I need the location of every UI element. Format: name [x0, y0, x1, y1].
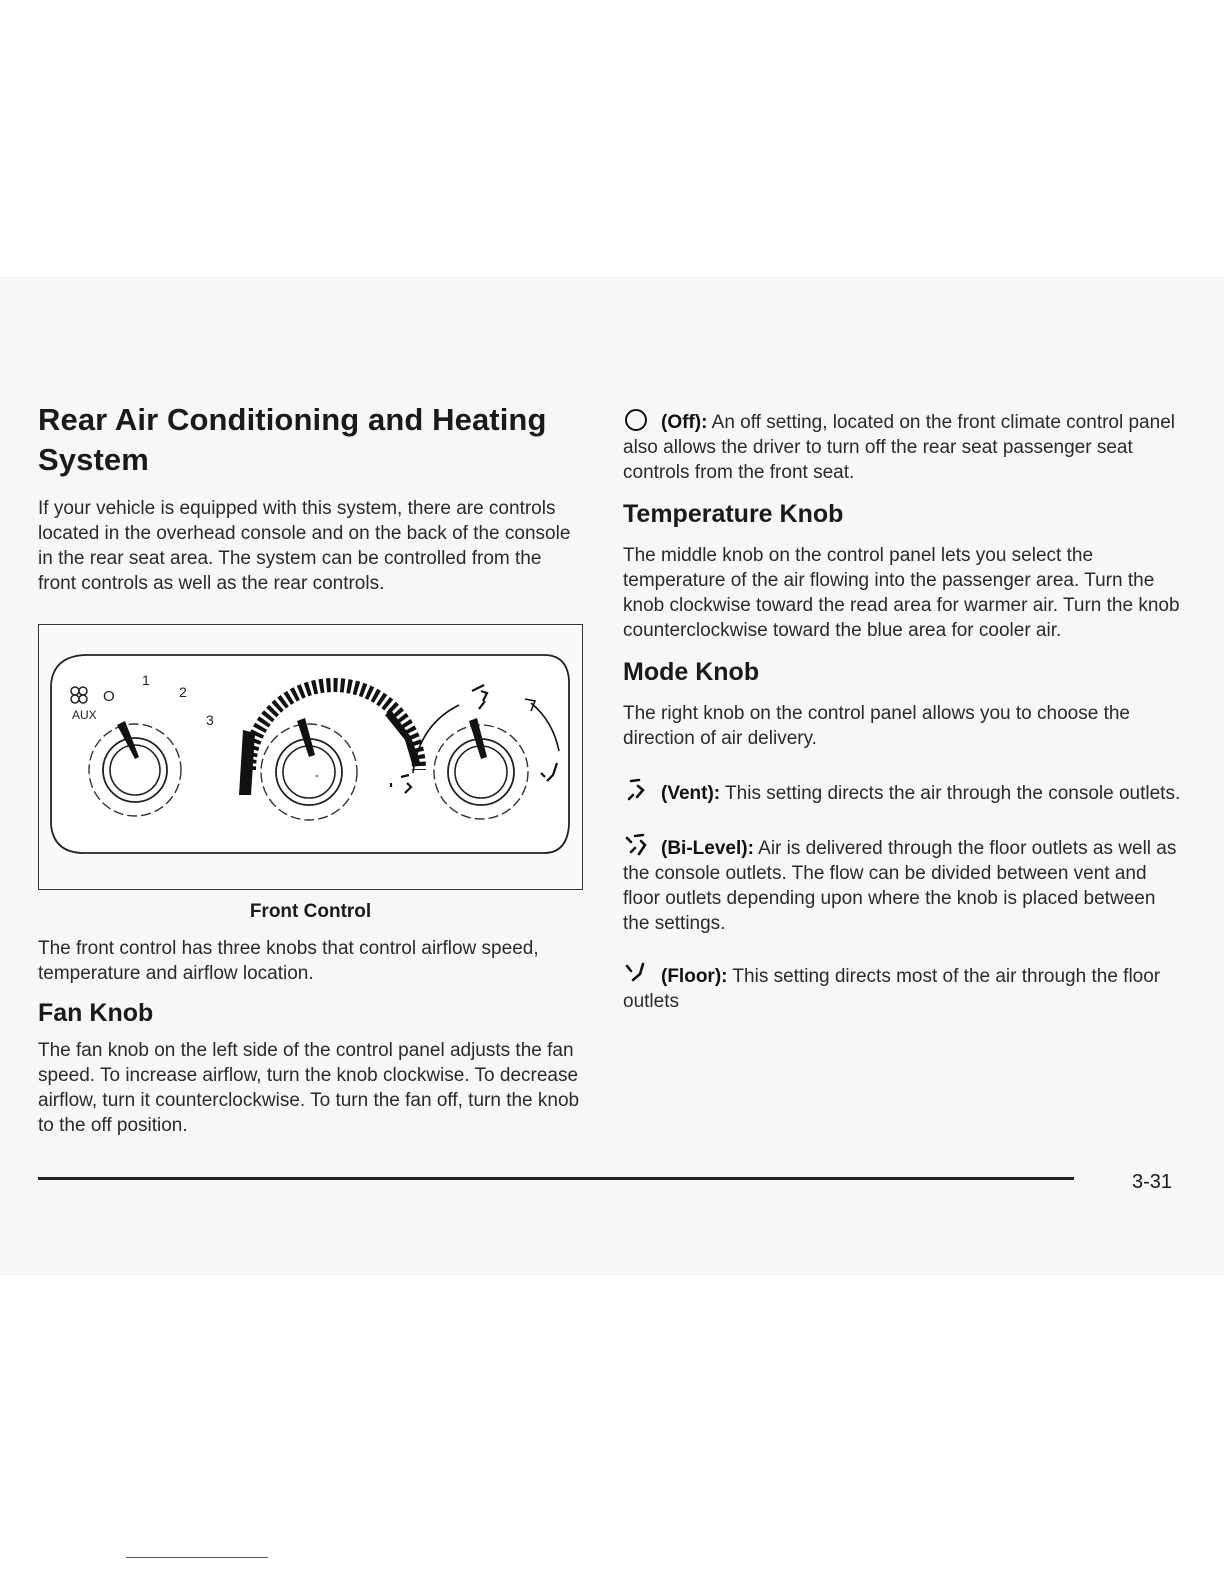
off-paragraph [623, 408, 1183, 485]
mode-knob-paragraph: The right knob on the control panel allows you to choose the direction of air delivery. [623, 703, 1130, 749]
bilevel-text: Air is delivered through the floor outlets as well as the console outlets. The flow can be divided between vent and floor outlets depending upon where the knob is placed between the settings. [623, 838, 1177, 934]
mode-knob-heading: Mode Knob [623, 658, 760, 686]
front-control-illustration [39, 625, 582, 889]
off-text: An off setting, located on the front climate control panel also allows the driver to turn off the rear seat passenger seat controls from the front seat. [623, 412, 1175, 483]
intro-paragraph: If your vehicle is equipped with this system, there are controls located in the overhead console and on the back of the console in the rear seat area. The system can be controlled from the front controls as well as the rear controls. [38, 498, 571, 594]
figure-caption: Front Control [249, 901, 372, 922]
floor-label: (Floor): [661, 966, 728, 987]
bilevel-paragraph [623, 832, 1183, 936]
floor-icon [623, 960, 651, 986]
page-number: 3-31 [1132, 1171, 1173, 1193]
fan-label-1: 1 [142, 672, 150, 688]
fan-knob-paragraph: The fan knob on the left side of the control panel adjusts the fan speed. To increase airflow, turn the knob clockwise. To decrease airflow, turn it counterclockwise. To turn the fan off, turn the knob to the off position. [38, 1040, 580, 1136]
bilevel-icon [623, 832, 651, 858]
fan-label-2: 2 [179, 684, 187, 700]
off-label: (Off): [661, 412, 708, 433]
fan-label-3: 3 [206, 712, 214, 728]
fan-label-off: O [103, 688, 115, 705]
vent-label: (Vent): [661, 783, 721, 804]
front-control-figure [38, 624, 583, 890]
bilevel-label: (Bi-Level): [661, 838, 754, 859]
link-underline [126, 1557, 268, 1558]
off-circle-icon [623, 408, 651, 432]
front-control-paragraph: The front control has three knobs that control airflow speed, temperature and airflow location. [38, 938, 539, 984]
temperature-knob-heading: Temperature Knob [623, 500, 844, 528]
right-column [623, 408, 1183, 1014]
footer-rule [38, 1177, 1074, 1180]
page-title: Rear Air Conditioning and Heating System [38, 402, 547, 477]
vent-paragraph [623, 777, 1183, 806]
floor-paragraph [623, 960, 1183, 1014]
vent-text: This setting directs the air through the console outlets. [725, 783, 1181, 804]
aux-label: AUX [72, 708, 97, 722]
floor-text: This setting directs most of the air through the floor outlets [623, 966, 1161, 1012]
fan-knob-heading: Fan Knob [38, 999, 154, 1027]
left-column [38, 400, 583, 1138]
vent-icon [623, 777, 651, 803]
temperature-knob-paragraph: The middle knob on the control panel lets you select the temperature of the air flowing into the passenger area. Turn the knob clockwise toward the read area for warmer air. Turn the knob counterclockwise toward the blue area for cooler air. [623, 545, 1180, 641]
